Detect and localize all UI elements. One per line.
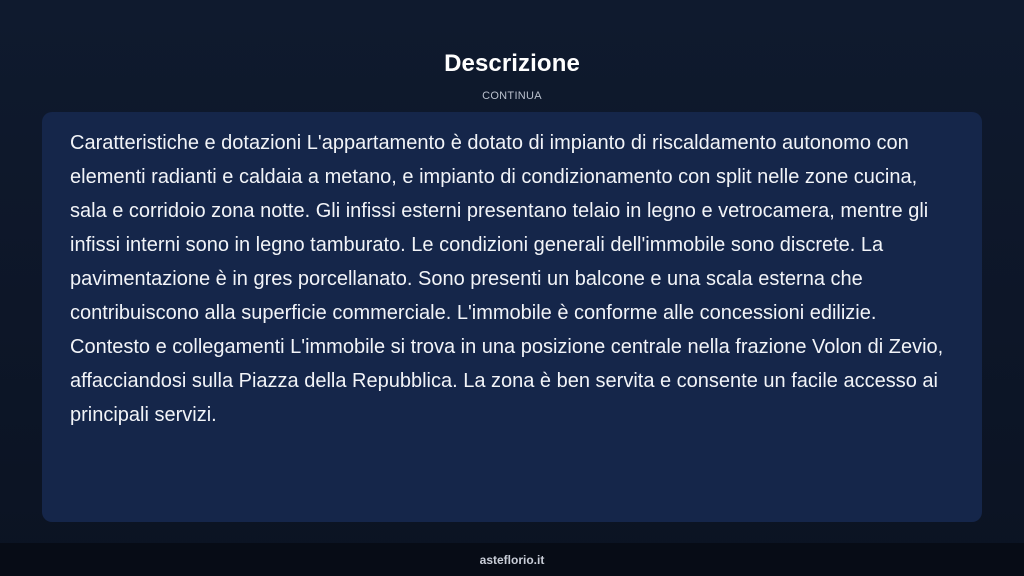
continuation-label: CONTINUA: [482, 90, 542, 102]
description-card: [42, 112, 982, 522]
page-title: Descrizione: [444, 50, 580, 77]
site-name: asteflorio.it: [479, 553, 545, 567]
description-text: Caratteristiche e dotazioni L'appartamento è dotato di impianto di riscaldamento autonomo con elementi radianti e caldaia a metano, e impianto di condizionamento con split nelle zone cucina, sala e corridoio zona notte. Gli infissi esterni presentano telaio in legno e vetrocamera, mentre gli infissi interni sono in legno tamburato. Le condizioni generali dell'immobile sono discrete. La pavimentazione è in gres porcellanato. Sono presenti un balcone e una scala esterna che contribuiscono alla superficie commerciale. L'immobile è conforme alle concessioni edilizie. Contesto e collegamenti L'immobile si trova in una posizione centrale nella frazione Volon di Zevio, affacciandosi sulla Piazza della Repubblica. La zona è ben servita e consente un facile accesso ai principali servizi.: [70, 132, 944, 426]
footer-bar: [0, 543, 1024, 576]
